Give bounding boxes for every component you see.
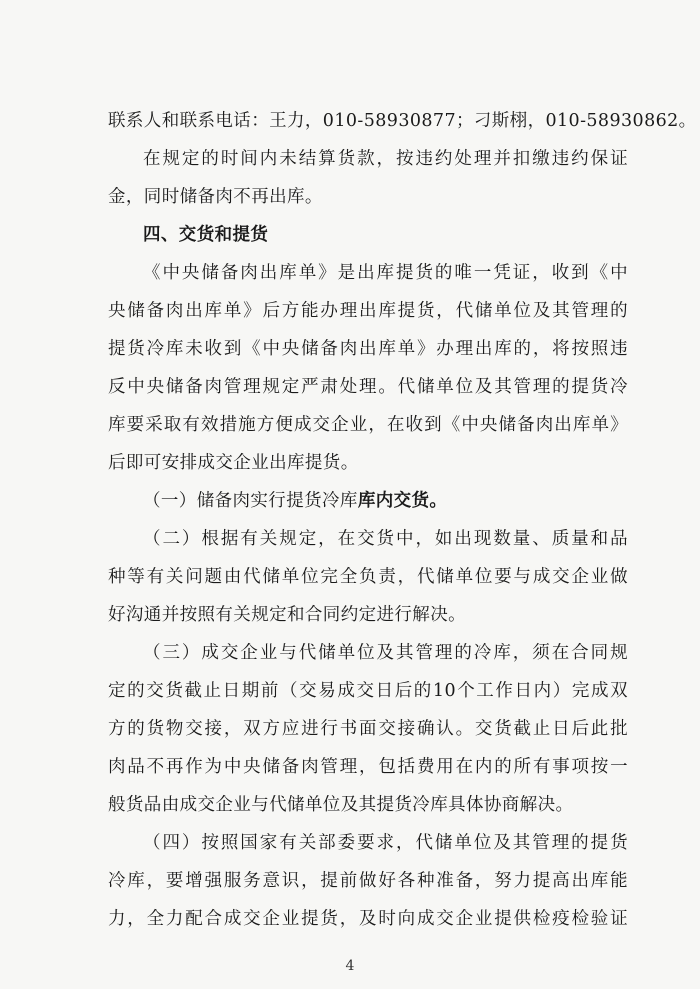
paragraph-line: （三）成交企业与代储单位及其管理的冷库，须在合同规 xyxy=(143,643,628,663)
paragraph-line: 方的货物交接，双方应进行书面交接确认。交货截止日后此批 xyxy=(108,719,628,739)
paragraph-line: 般货品由成交企业与代储单位及其提货冷库具体协商解决。 xyxy=(108,795,574,815)
paragraph-line: 库要采取有效措施方便成交企业，在收到《中央储备肉出库单》 xyxy=(108,415,628,435)
paragraph-line: 《中央储备肉出库单》是出库提货的唯一凭证，收到《中 xyxy=(143,263,628,283)
paragraph-line: 种等有关问题由代储单位完全负责，代储单位要与成交企业做 xyxy=(108,567,628,587)
contact-line: 联系人和联系电话：王力，010-58930877；刁斯栩，010-58930862。 xyxy=(108,111,697,131)
page-number: 4 xyxy=(345,958,355,974)
item-one-bold-text: 库内交货。 xyxy=(357,491,448,511)
paragraph-line: 提货冷库未收到《中央储备肉出库单》办理出库的，将按照违 xyxy=(108,339,628,359)
paragraph-line: 后即可安排成交企业出库提货。 xyxy=(108,453,359,473)
item-one-text: （一）储备肉实行提货冷库 xyxy=(143,491,358,511)
paragraph-line: （四）按照国家有关部委要求，代储单位及其管理的提货 xyxy=(143,833,628,853)
paragraph-line: 反中央储备肉管理规定严肃处理。代储单位及其管理的提货冷 xyxy=(108,377,628,397)
section-heading: 四、交货和提货 xyxy=(143,225,269,245)
paragraph-line: 肉品不再作为中央储备肉管理，包括费用在内的所有事项按一 xyxy=(108,757,628,777)
paragraph-line: 在规定的时间内未结算货款，按违约处理并扣缴违约保证 xyxy=(143,149,628,169)
paragraph-line: 定的交货截止日期前（交易成交日后的10个工作日内）完成双 xyxy=(108,681,628,701)
paragraph-line: 金，同时储备肉不再出库。 xyxy=(108,187,323,207)
paragraph-line: 冷库，要增强服务意识，提前做好各种准备，努力提高出库能 xyxy=(108,871,628,891)
paragraph-line: 好沟通并按照有关规定和合同约定进行解决。 xyxy=(108,605,466,625)
paragraph-line: 央储备肉出库单》后方能办理出库提货，代储单位及其管理的 xyxy=(108,301,628,321)
paragraph-line: （二）根据有关规定，在交货中，如出现数量、质量和品 xyxy=(143,529,628,549)
paragraph-line: 力，全力配合成交企业提货，及时向成交企业提供检疫检验证 xyxy=(108,909,628,929)
item-one-line xyxy=(143,482,663,520)
